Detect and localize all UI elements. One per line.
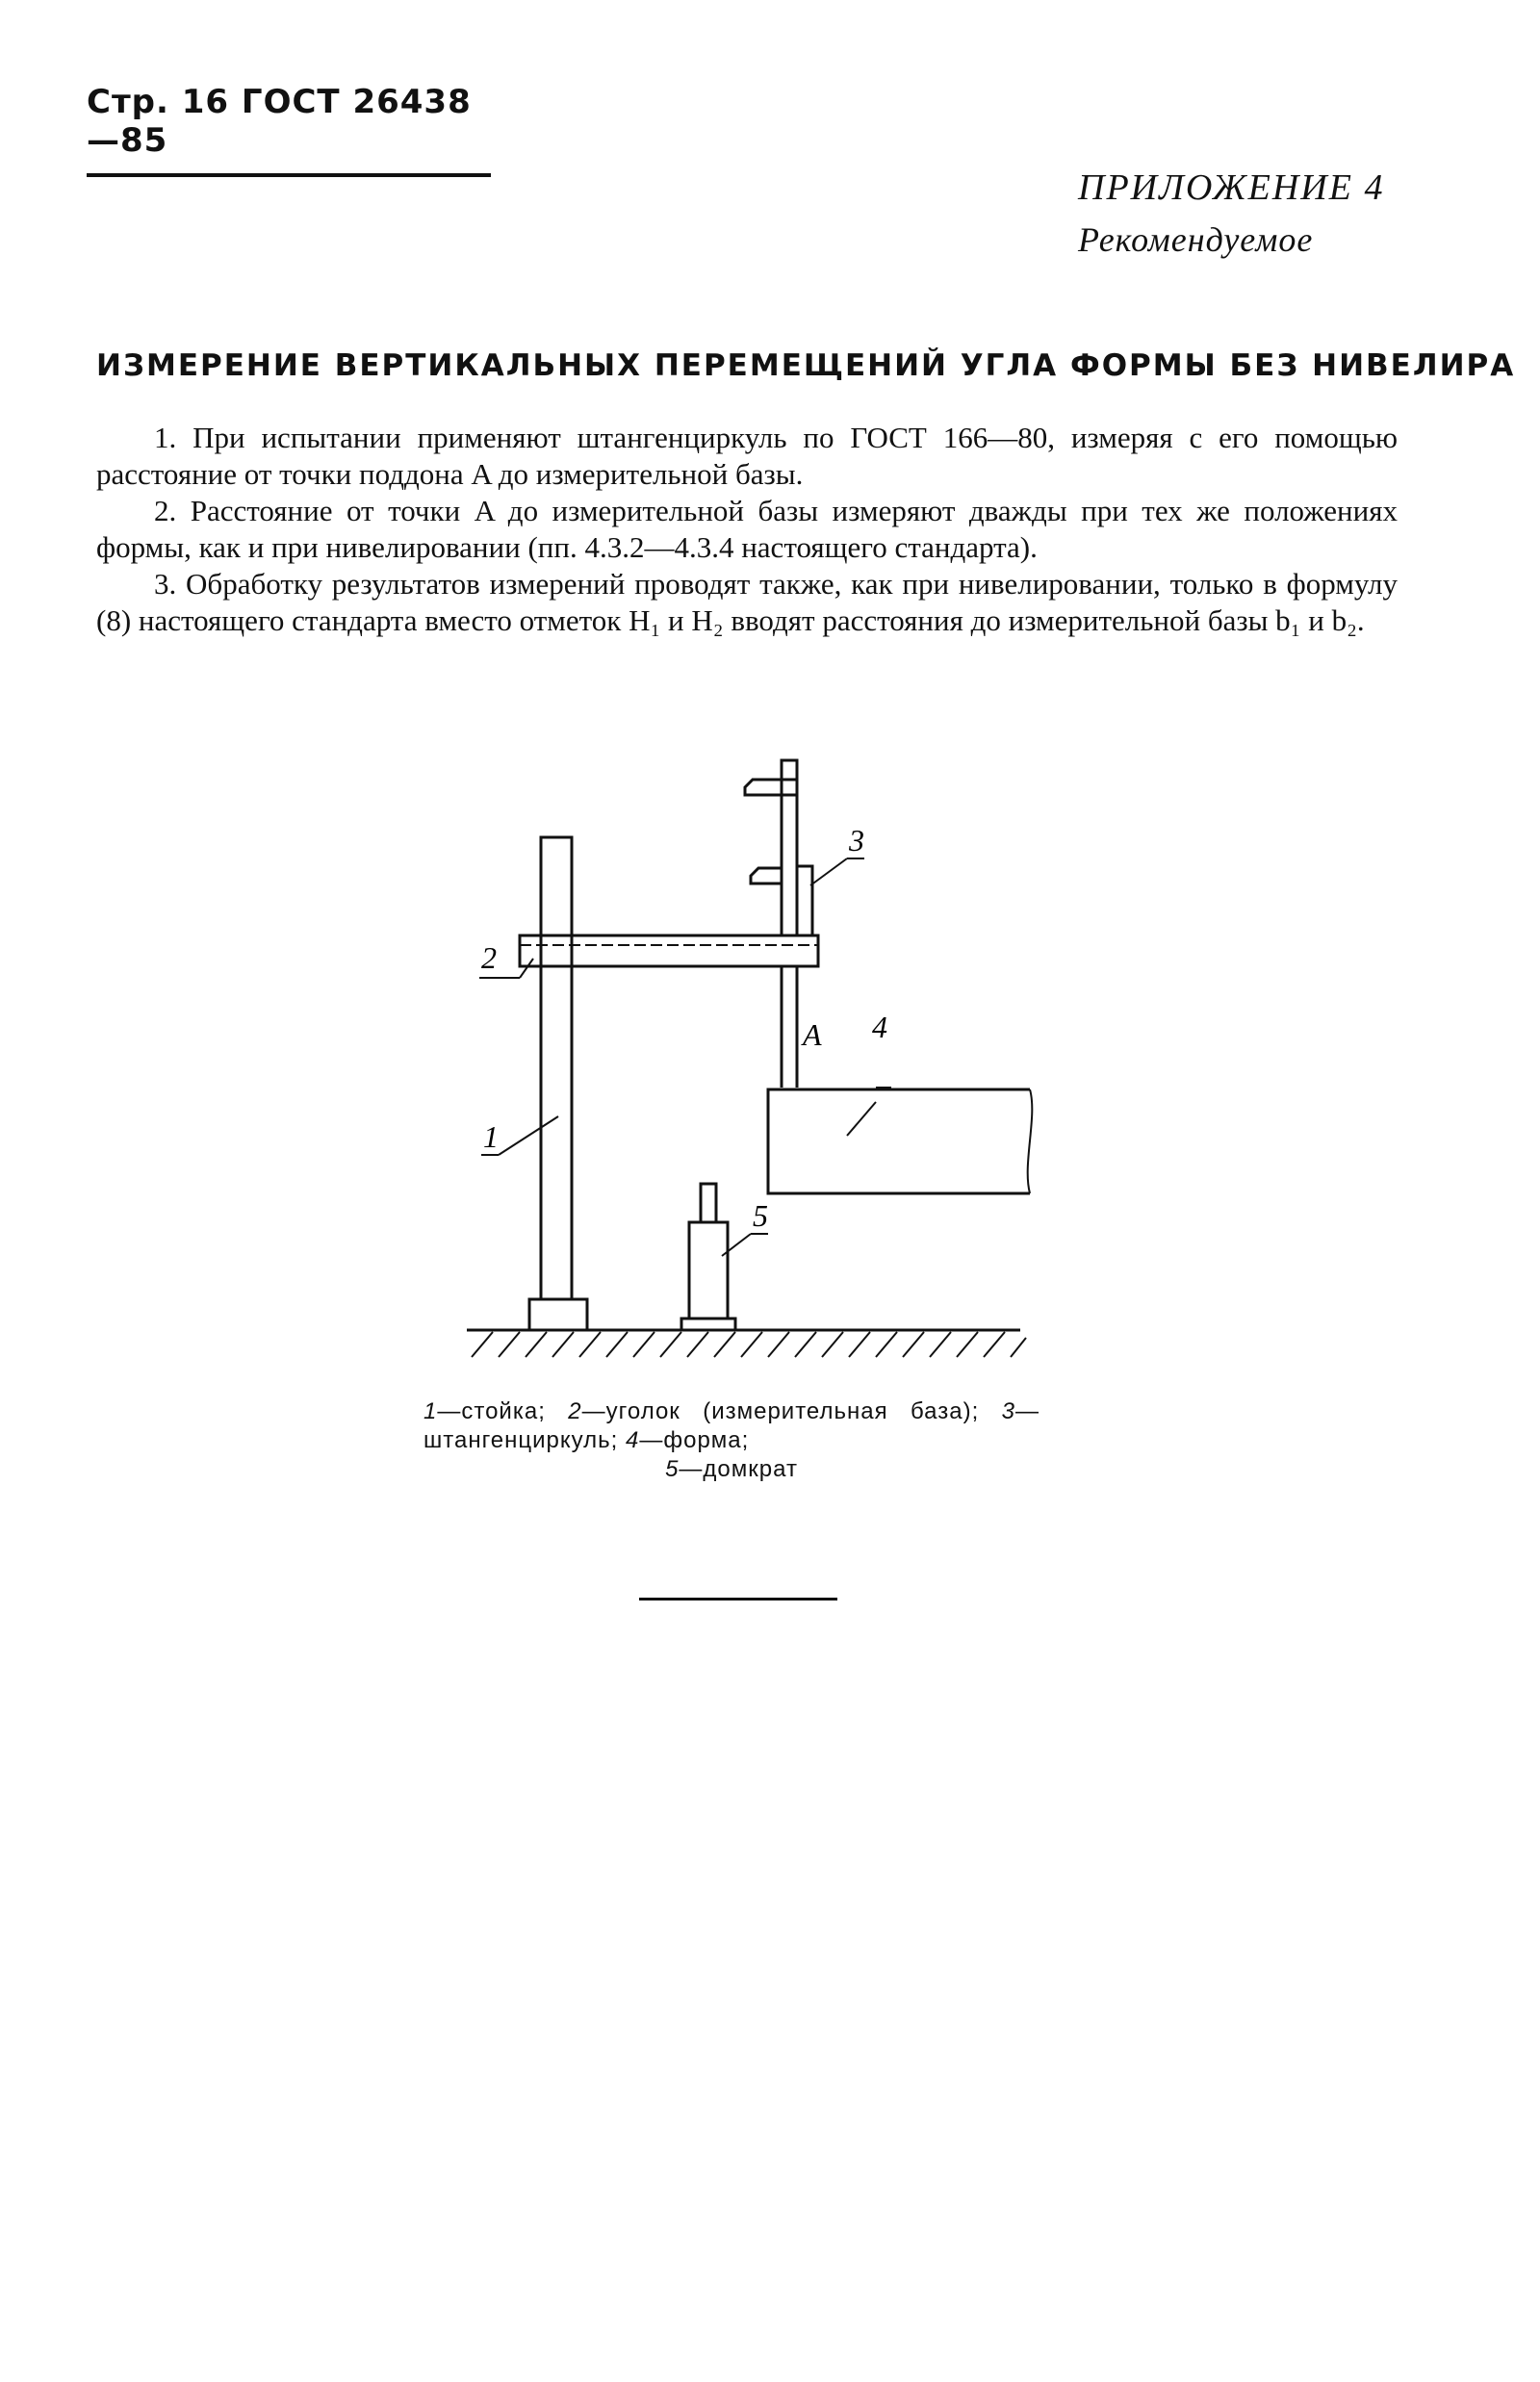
measuring-base-bar	[520, 935, 818, 966]
annex-title: ПРИЛОЖЕНИЕ 4	[1078, 167, 1385, 208]
label-two: 2	[481, 940, 497, 975]
stand-base	[529, 1299, 587, 1330]
caption-num-5: 5	[665, 1456, 680, 1482]
label-four: 4	[872, 1010, 887, 1044]
section-title: ИЗМЕРЕНИЕ ВЕРТИКАЛЬНЫХ ПЕРЕМЕЩЕНИЙ УГЛА ФОРМЫ БЕЗ НИВЕЛИРА	[96, 348, 1516, 383]
label-point-a: A	[803, 1017, 822, 1052]
paragraph-3: 3. Обработку результатов измерений проводят также, как при нивелировании, только в формулу (8) настоящего стандарта вместо отметок H₁ и H₂ вводят расстояния до измерительной базы b₁ и b₂.	[96, 567, 1398, 637]
jack-body	[689, 1222, 728, 1319]
annex-status: Рекомендуемое	[1078, 220, 1314, 259]
ground-hatching	[472, 1332, 1026, 1357]
paragraph-1: 1. При испытании применяют штангенциркуль по ГОСТ 166—80, измеряя с его помощью расстояние от точки поддона A до измерительной базы.	[96, 421, 1398, 491]
caliper-lower-jaw	[751, 868, 782, 884]
caption-num-3: 3	[1001, 1398, 1015, 1424]
caliper-beam	[782, 760, 797, 935]
label-one: 1	[483, 1119, 499, 1154]
annex-label	[1078, 162, 1444, 266]
caliper-upper-jaw	[745, 780, 797, 795]
paragraph-2: 2. Расстояние от точки A до измерительной базы измеряют дважды при тех же положениях формы, как и при нивелировании (пп. 4.3.2—4.3.4 настоящего стандарта).	[96, 494, 1398, 564]
caption-text-3: —штангенциркуль;	[424, 1398, 1040, 1453]
caption-last-line	[424, 1455, 1040, 1484]
figure-caption	[424, 1397, 1040, 1484]
end-rule	[639, 1598, 837, 1601]
jack-rod	[701, 1184, 716, 1222]
caption-text-1: —стойка;	[437, 1398, 546, 1424]
jack-base	[681, 1319, 735, 1330]
document-body	[96, 420, 1398, 639]
label-three: 3	[849, 823, 864, 858]
page-reference: Стр. 16 ГОСТ 26438—85	[87, 83, 472, 160]
caption-text-5: —домкрат	[679, 1456, 798, 1482]
caption-num-1: 1	[424, 1398, 438, 1424]
caliper-slider	[797, 866, 812, 935]
label-five: 5	[753, 1198, 768, 1233]
caption-text-2: —уголок (измерительная база);	[581, 1398, 980, 1424]
caption-num-2: 2	[568, 1398, 582, 1424]
diagram-svg	[452, 741, 1049, 1376]
mould-break-line	[1028, 1089, 1033, 1193]
caption-num-4: 4	[626, 1427, 640, 1453]
measurement-diagram	[452, 741, 1049, 1376]
caption-text-4: —форма;	[639, 1427, 750, 1453]
mould-outline	[768, 1089, 1030, 1193]
stand-column	[541, 837, 572, 1299]
page-header	[87, 83, 491, 177]
